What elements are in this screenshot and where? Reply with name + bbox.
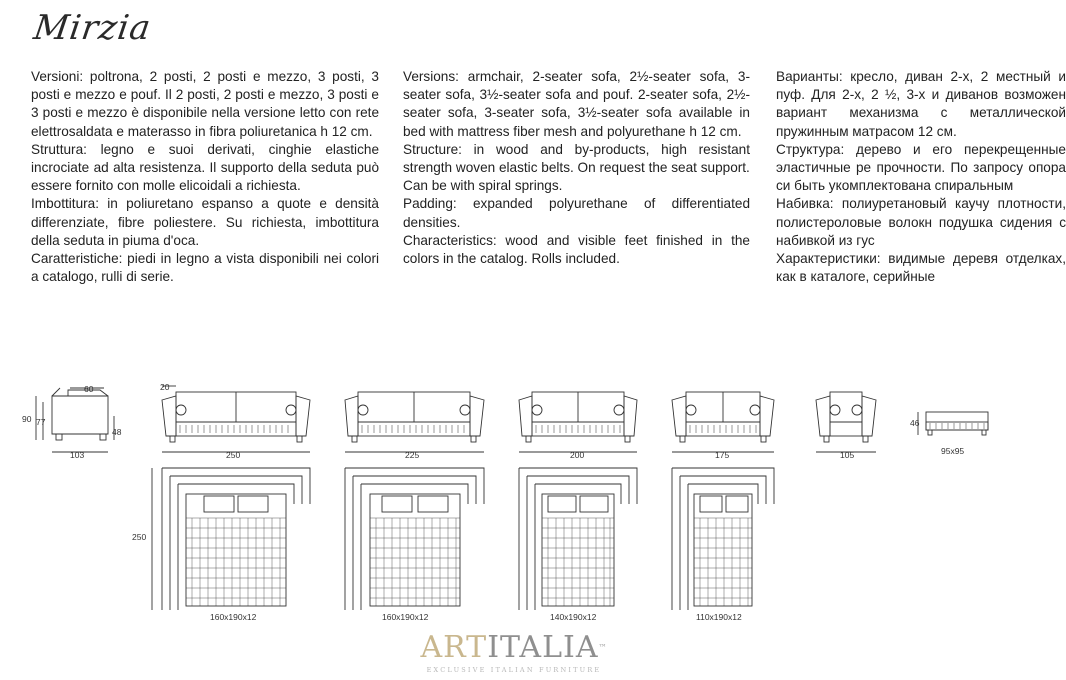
- paragraph-characteristics: Характеристики: видимые деревя отделках, как в каталоге, серийные: [776, 251, 1066, 285]
- dim-bed-length: 250: [132, 532, 147, 542]
- logo-italia: ITALIA: [487, 630, 599, 665]
- mattress-size-3: 140x190x12: [550, 612, 597, 622]
- trademark-symbol: ™: [598, 643, 608, 652]
- bed-plan-200: [519, 468, 637, 610]
- logo-art: ART: [420, 630, 488, 665]
- bed-plan-250: [152, 468, 310, 610]
- sofa-front-175: [672, 392, 774, 452]
- paragraph-padding: Набивка: полиуретановый каучу плотности, полистероловые волокн подушка сидения с набивкой из гус: [776, 196, 1066, 248]
- dim-sofa-width-4: 175: [715, 450, 730, 460]
- mattress-size-2: 160x190x12: [382, 612, 429, 622]
- dim-sofa-width-2: 225: [405, 450, 420, 460]
- text-column-italian: [31, 68, 379, 286]
- dim-armchair-width: 105: [840, 450, 855, 460]
- mattress-size-4: 110x190x12: [696, 612, 742, 622]
- dim-armchair-arm: 60: [84, 384, 94, 394]
- text-column-english: [403, 68, 750, 268]
- paragraph-springs: Can be with spiral springs.: [403, 178, 563, 194]
- pouf-front: [918, 412, 988, 435]
- paragraph-padding: Imbottitura: in poliuretano espanso a quote e densità differenziate, fibre poliestere. Su richiesta, imbottitura della seduta in piuma d'oca.: [31, 196, 379, 248]
- brand-logo: [414, 632, 614, 674]
- dim-armchair-height-back: 77: [36, 417, 46, 427]
- dim-pouf-size: 95x95: [941, 446, 965, 456]
- product-title: Mirzia: [31, 8, 154, 48]
- logo-wordmark: [414, 632, 614, 664]
- sofa-front-225: [345, 392, 484, 452]
- paragraph-padding: Padding: expanded polyurethane of differentiated densities.: [403, 196, 750, 230]
- sofa-front-200: [519, 392, 637, 452]
- dim-armchair-seat-height: 48: [112, 427, 122, 437]
- text-column-russian: [776, 68, 1066, 286]
- bed-plan-225: [345, 468, 484, 610]
- dim-pouf-height: 46: [910, 418, 920, 428]
- paragraph-structure: Структура: дерево и его перекрещенные эластичные ре прочности. По запросу опора си быть укомплектована спиральным: [776, 141, 1066, 194]
- dim-sofa-width-1: 250: [226, 450, 241, 460]
- bed-plan-175: [672, 468, 774, 610]
- armchair-front-105: [816, 392, 876, 452]
- paragraph-characteristics: Caratteristiche: piedi in legno a vista disponibili nei colori a catalogo, rulli di serie.: [31, 251, 379, 285]
- dim-armchair-depth: 103: [70, 450, 85, 460]
- dim-sofa-width-3: 200: [570, 450, 585, 460]
- dim-arm-width: 20: [160, 382, 170, 392]
- sofa-front-250: [162, 386, 310, 452]
- paragraph-structure: Struttura: legno e suoi derivati, cinghie elastiche incrociate ad alta resistenza. Il supporto della seduta può essere fornito con molle elicoidali a richiesta.: [31, 141, 379, 194]
- paragraph-versions: Versioni: poltrona, 2 posti, 2 posti e mezzo, 3 posti, 3 posti e mezzo e pouf. Il 2 posti, 2 posti e mezzo, 3 posti e 3 posti e mezzo è disponibile nella versione letto con rete elettrosaldata e materasso in fibra poliuretanica h 12 cm.: [31, 69, 379, 139]
- logo-tagline: EXCLUSIVE ITALIAN FURNITURE: [426, 666, 602, 674]
- dimension-drawings: [0, 378, 1023, 648]
- mattress-size-1: 160x190x12: [210, 612, 257, 622]
- armchair-side-view: [36, 388, 114, 452]
- paragraph-characteristics: Characteristics: wood and visible feet finished in the colors in the catalog. Rolls included.: [403, 232, 750, 267]
- paragraph-versions: Варианты: кресло, диван 2-х, 2 местный и пуф. Для 2-х, 2 ½, 3-х и диванов возможен вариант механизма с металлической пружинным матрасом 12 см.: [776, 69, 1066, 139]
- dim-armchair-height-total: 90: [22, 414, 32, 424]
- paragraph-structure: Structure: in wood and by-products, high resistant strength woven elastic belts. On request the seat support.: [403, 141, 750, 176]
- paragraph-versions: Versions: armchair, 2-seater sofa, 2½-seater sofa, 3-seater sofa, 3½-seater sofa and pouf. 2-seater sofa, 2½- seater sofa, 3-seater sofa, 3½-seater sofa available in bed with mattress fiber mesh and polyurethane h 12 cm.: [403, 69, 750, 139]
